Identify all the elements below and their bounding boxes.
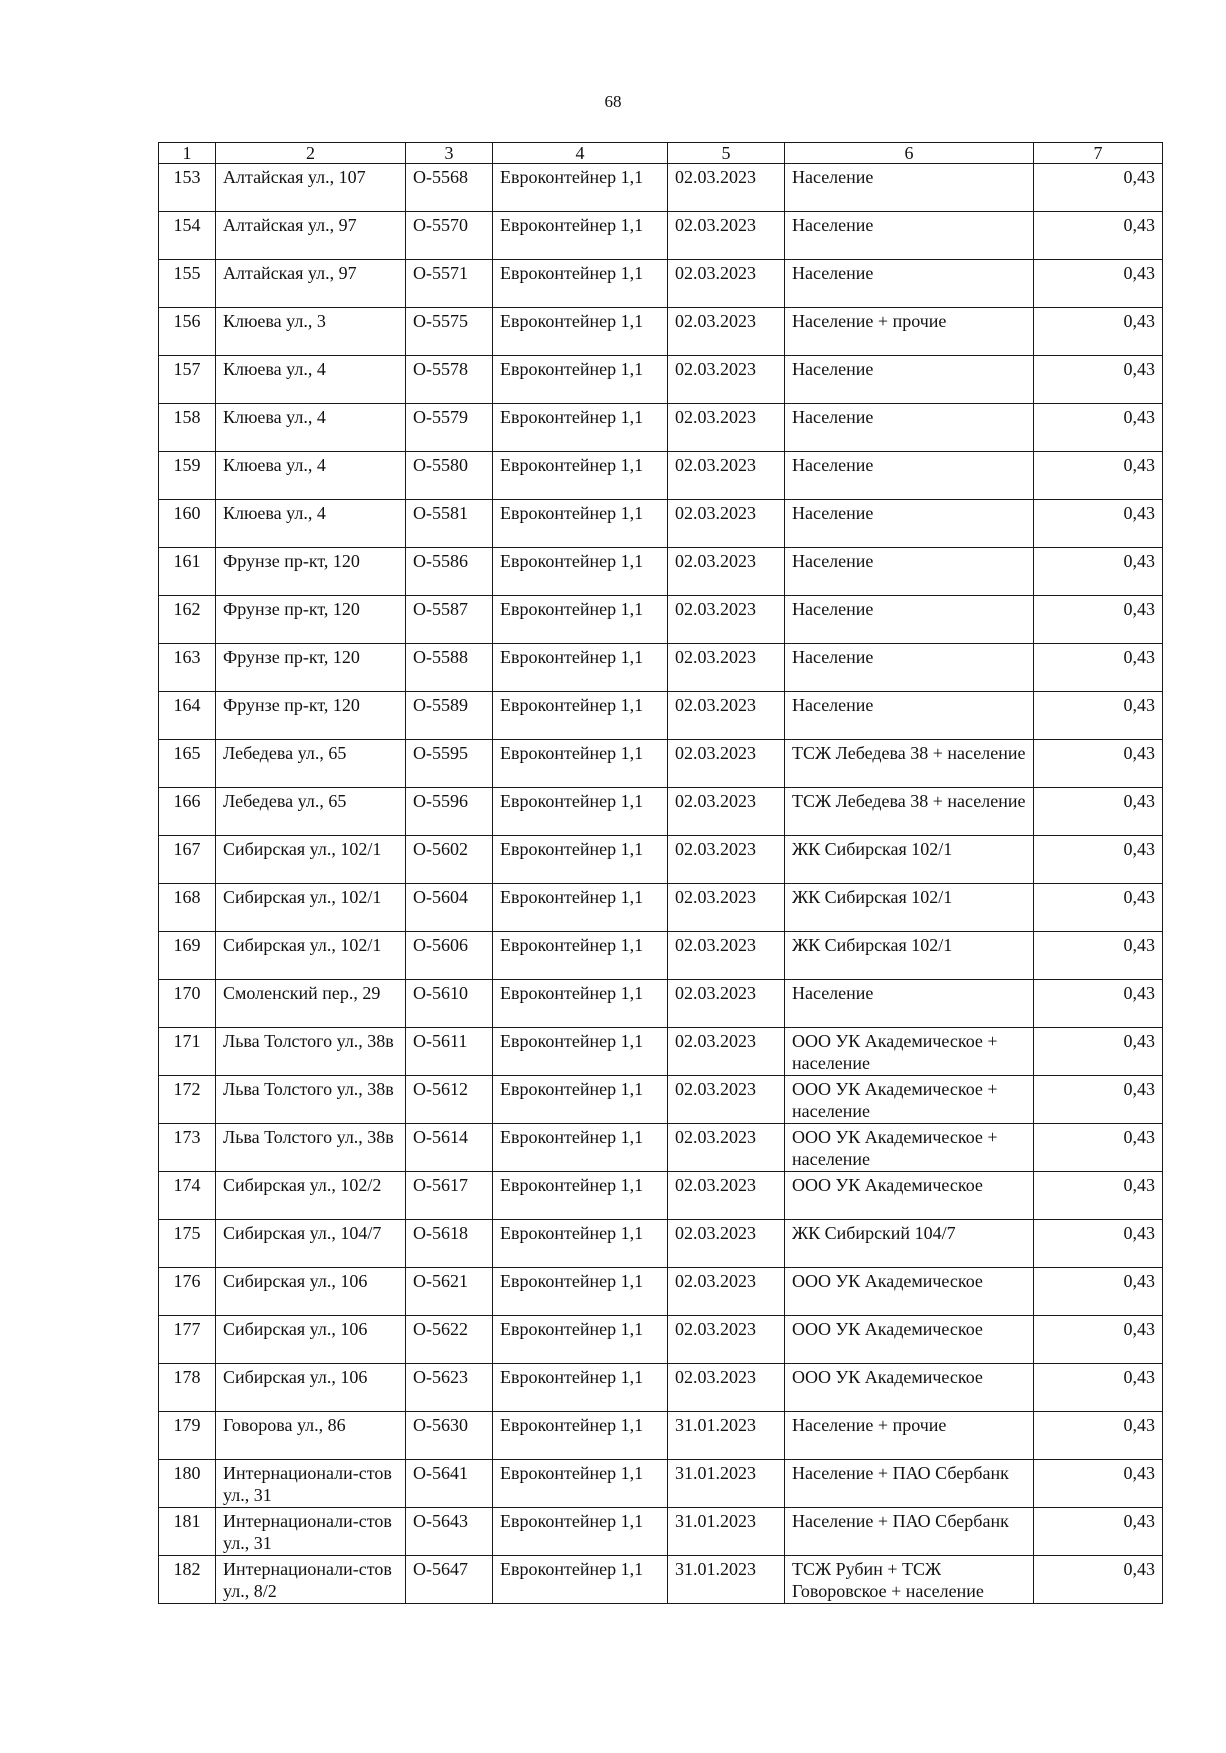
date-cell: 02.03.2023 — [668, 692, 785, 740]
row-number: 181 — [159, 1508, 216, 1556]
address-cell: Говорова ул., 86 — [216, 1412, 406, 1460]
volume-cell: 0,43 — [1034, 1172, 1163, 1220]
address-cell: Алтайская ул., 97 — [216, 260, 406, 308]
address-cell: Клюева ул., 4 — [216, 404, 406, 452]
address-cell: Фрунзе пр-кт, 120 — [216, 692, 406, 740]
date-cell: 02.03.2023 — [668, 308, 785, 356]
served-by-cell: Население — [785, 500, 1034, 548]
container-id-cell: О-5621 — [406, 1268, 493, 1316]
served-by-cell: Население + ПАО Сбербанк — [785, 1508, 1034, 1556]
volume-cell: 0,43 — [1034, 260, 1163, 308]
table-row — [159, 164, 1163, 212]
container-id-cell: О-5581 — [406, 500, 493, 548]
served-by-cell: ЖК Сибирская 102/1 — [785, 932, 1034, 980]
column-header: 6 — [785, 143, 1034, 164]
row-number: 168 — [159, 884, 216, 932]
row-number: 157 — [159, 356, 216, 404]
volume-cell: 0,43 — [1034, 596, 1163, 644]
volume-cell: 0,43 — [1034, 932, 1163, 980]
address-cell: Сибирская ул., 102/2 — [216, 1172, 406, 1220]
table-row — [159, 1460, 1163, 1508]
date-cell: 02.03.2023 — [668, 740, 785, 788]
table-row — [159, 740, 1163, 788]
volume-cell: 0,43 — [1034, 164, 1163, 212]
served-by-cell: Население — [785, 692, 1034, 740]
volume-cell: 0,43 — [1034, 1028, 1163, 1076]
volume-cell: 0,43 — [1034, 1460, 1163, 1508]
row-number: 163 — [159, 644, 216, 692]
served-by-cell: Население — [785, 356, 1034, 404]
date-cell: 02.03.2023 — [668, 164, 785, 212]
row-number: 155 — [159, 260, 216, 308]
column-header: 1 — [159, 143, 216, 164]
container-id-cell: О-5575 — [406, 308, 493, 356]
row-number: 159 — [159, 452, 216, 500]
served-by-cell: Население + прочие — [785, 1412, 1034, 1460]
address-cell: Смоленский пер., 29 — [216, 980, 406, 1028]
table-row — [159, 1220, 1163, 1268]
container-type-cell: Евроконтейнер 1,1 — [493, 1556, 668, 1604]
date-cell: 02.03.2023 — [668, 500, 785, 548]
date-cell: 02.03.2023 — [668, 452, 785, 500]
table-row — [159, 596, 1163, 644]
column-header: 5 — [668, 143, 785, 164]
table-row — [159, 1172, 1163, 1220]
row-number: 162 — [159, 596, 216, 644]
container-type-cell: Евроконтейнер 1,1 — [493, 1508, 668, 1556]
container-id-cell: О-5623 — [406, 1364, 493, 1412]
volume-cell: 0,43 — [1034, 644, 1163, 692]
date-cell: 02.03.2023 — [668, 1268, 785, 1316]
date-cell: 02.03.2023 — [668, 212, 785, 260]
served-by-cell: ООО УК Академическое — [785, 1364, 1034, 1412]
volume-cell: 0,43 — [1034, 1076, 1163, 1124]
date-cell: 02.03.2023 — [668, 1364, 785, 1412]
column-header: 3 — [406, 143, 493, 164]
table-row — [159, 1316, 1163, 1364]
served-by-cell: Население — [785, 548, 1034, 596]
volume-cell: 0,43 — [1034, 1556, 1163, 1604]
served-by-cell: Население — [785, 260, 1034, 308]
container-id-cell: О-5580 — [406, 452, 493, 500]
container-type-cell: Евроконтейнер 1,1 — [493, 1316, 668, 1364]
container-type-cell: Евроконтейнер 1,1 — [493, 164, 668, 212]
address-cell: Сибирская ул., 102/1 — [216, 836, 406, 884]
served-by-cell: Население — [785, 452, 1034, 500]
date-cell: 02.03.2023 — [668, 356, 785, 404]
table-row — [159, 980, 1163, 1028]
volume-cell: 0,43 — [1034, 1412, 1163, 1460]
container-id-cell: О-5586 — [406, 548, 493, 596]
container-type-cell: Евроконтейнер 1,1 — [493, 260, 668, 308]
date-cell: 31.01.2023 — [668, 1412, 785, 1460]
container-type-cell: Евроконтейнер 1,1 — [493, 548, 668, 596]
row-number: 172 — [159, 1076, 216, 1124]
served-by-cell: Население — [785, 596, 1034, 644]
container-type-cell: Евроконтейнер 1,1 — [493, 404, 668, 452]
container-id-cell: О-5578 — [406, 356, 493, 404]
volume-cell: 0,43 — [1034, 404, 1163, 452]
address-cell: Клюева ул., 4 — [216, 356, 406, 404]
container-id-cell: О-5596 — [406, 788, 493, 836]
row-number: 174 — [159, 1172, 216, 1220]
container-type-cell: Евроконтейнер 1,1 — [493, 1124, 668, 1172]
table-row — [159, 1412, 1163, 1460]
volume-cell: 0,43 — [1034, 1124, 1163, 1172]
table-row — [159, 1556, 1163, 1604]
container-id-cell: О-5618 — [406, 1220, 493, 1268]
container-type-cell: Евроконтейнер 1,1 — [493, 356, 668, 404]
container-id-cell: О-5604 — [406, 884, 493, 932]
container-type-cell: Евроконтейнер 1,1 — [493, 1028, 668, 1076]
address-cell: Сибирская ул., 106 — [216, 1268, 406, 1316]
served-by-cell: ООО УК Академическое + население — [785, 1028, 1034, 1076]
container-id-cell: О-5641 — [406, 1460, 493, 1508]
row-number: 180 — [159, 1460, 216, 1508]
served-by-cell: Население + ПАО Сбербанк — [785, 1460, 1034, 1508]
served-by-cell: ООО УК Академическое + население — [785, 1124, 1034, 1172]
address-cell: Интернационали-стов ул., 31 — [216, 1508, 406, 1556]
volume-cell: 0,43 — [1034, 884, 1163, 932]
served-by-cell: Население — [785, 212, 1034, 260]
volume-cell: 0,43 — [1034, 836, 1163, 884]
table-row — [159, 404, 1163, 452]
container-type-cell: Евроконтейнер 1,1 — [493, 1076, 668, 1124]
volume-cell: 0,43 — [1034, 500, 1163, 548]
container-id-cell: О-5611 — [406, 1028, 493, 1076]
date-cell: 02.03.2023 — [668, 260, 785, 308]
table-row — [159, 212, 1163, 260]
address-cell: Клюева ул., 4 — [216, 452, 406, 500]
container-id-cell: О-5647 — [406, 1556, 493, 1604]
date-cell: 02.03.2023 — [668, 644, 785, 692]
table-row — [159, 1028, 1163, 1076]
container-type-cell: Евроконтейнер 1,1 — [493, 644, 668, 692]
volume-cell: 0,43 — [1034, 1316, 1163, 1364]
volume-cell: 0,43 — [1034, 308, 1163, 356]
table-row — [159, 1268, 1163, 1316]
container-id-cell: О-5610 — [406, 980, 493, 1028]
container-id-cell: О-5579 — [406, 404, 493, 452]
container-id-cell: О-5612 — [406, 1076, 493, 1124]
table-row — [159, 836, 1163, 884]
container-type-cell: Евроконтейнер 1,1 — [493, 932, 668, 980]
address-cell: Льва Толстого ул., 38в — [216, 1028, 406, 1076]
served-by-cell: ООО УК Академическое — [785, 1172, 1034, 1220]
container-type-cell: Евроконтейнер 1,1 — [493, 788, 668, 836]
served-by-cell: ЖК Сибирский 104/7 — [785, 1220, 1034, 1268]
row-number: 182 — [159, 1556, 216, 1604]
row-number: 176 — [159, 1268, 216, 1316]
column-header: 7 — [1034, 143, 1163, 164]
date-cell: 02.03.2023 — [668, 1028, 785, 1076]
date-cell: 02.03.2023 — [668, 1124, 785, 1172]
row-number: 164 — [159, 692, 216, 740]
container-id-cell: О-5568 — [406, 164, 493, 212]
container-type-cell: Евроконтейнер 1,1 — [493, 836, 668, 884]
container-id-cell: О-5643 — [406, 1508, 493, 1556]
row-number: 153 — [159, 164, 216, 212]
container-id-cell: О-5571 — [406, 260, 493, 308]
volume-cell: 0,43 — [1034, 980, 1163, 1028]
row-number: 173 — [159, 1124, 216, 1172]
address-cell: Льва Толстого ул., 38в — [216, 1124, 406, 1172]
table-row — [159, 692, 1163, 740]
container-id-cell: О-5595 — [406, 740, 493, 788]
row-number: 165 — [159, 740, 216, 788]
address-cell: Клюева ул., 4 — [216, 500, 406, 548]
date-cell: 02.03.2023 — [668, 884, 785, 932]
volume-cell: 0,43 — [1034, 788, 1163, 836]
table-row — [159, 1124, 1163, 1172]
page-number: 68 — [604, 92, 622, 111]
date-cell: 31.01.2023 — [668, 1460, 785, 1508]
served-by-cell: Население — [785, 644, 1034, 692]
date-cell: 02.03.2023 — [668, 1316, 785, 1364]
address-cell: Лебедева ул., 65 — [216, 788, 406, 836]
row-number: 160 — [159, 500, 216, 548]
container-id-cell: О-5614 — [406, 1124, 493, 1172]
container-type-cell: Евроконтейнер 1,1 — [493, 308, 668, 356]
row-number: 179 — [159, 1412, 216, 1460]
date-cell: 02.03.2023 — [668, 836, 785, 884]
container-type-cell: Евроконтейнер 1,1 — [493, 596, 668, 644]
address-cell: Клюева ул., 3 — [216, 308, 406, 356]
container-type-cell: Евроконтейнер 1,1 — [493, 884, 668, 932]
row-number: 167 — [159, 836, 216, 884]
date-cell: 02.03.2023 — [668, 1172, 785, 1220]
volume-cell: 0,43 — [1034, 356, 1163, 404]
served-by-cell: Население + прочие — [785, 308, 1034, 356]
table-row — [159, 308, 1163, 356]
container-type-cell: Евроконтейнер 1,1 — [493, 1364, 668, 1412]
container-type-cell: Евроконтейнер 1,1 — [493, 1220, 668, 1268]
served-by-cell: ООО УК Академическое + население — [785, 1076, 1034, 1124]
volume-cell: 0,43 — [1034, 692, 1163, 740]
row-number: 154 — [159, 212, 216, 260]
volume-cell: 0,43 — [1034, 740, 1163, 788]
served-by-cell: ТСЖ Рубин + ТСЖ Говоровское + население — [785, 1556, 1034, 1604]
row-number: 177 — [159, 1316, 216, 1364]
served-by-cell: ООО УК Академическое — [785, 1316, 1034, 1364]
served-by-cell: ООО УК Академическое — [785, 1268, 1034, 1316]
container-id-cell: О-5589 — [406, 692, 493, 740]
date-cell: 31.01.2023 — [668, 1556, 785, 1604]
volume-cell: 0,43 — [1034, 212, 1163, 260]
address-cell: Сибирская ул., 106 — [216, 1316, 406, 1364]
date-cell: 31.01.2023 — [668, 1508, 785, 1556]
container-type-cell: Евроконтейнер 1,1 — [493, 1172, 668, 1220]
address-cell: Алтайская ул., 107 — [216, 164, 406, 212]
container-type-cell: Евроконтейнер 1,1 — [493, 740, 668, 788]
date-cell: 02.03.2023 — [668, 1076, 785, 1124]
table-row — [159, 452, 1163, 500]
served-by-cell: ЖК Сибирская 102/1 — [785, 884, 1034, 932]
date-cell: 02.03.2023 — [668, 932, 785, 980]
container-type-cell: Евроконтейнер 1,1 — [493, 452, 668, 500]
served-by-cell: Население — [785, 404, 1034, 452]
date-cell: 02.03.2023 — [668, 1220, 785, 1268]
column-header: 4 — [493, 143, 668, 164]
address-cell: Фрунзе пр-кт, 120 — [216, 596, 406, 644]
address-cell: Фрунзе пр-кт, 120 — [216, 548, 406, 596]
row-number: 175 — [159, 1220, 216, 1268]
row-number: 158 — [159, 404, 216, 452]
volume-cell: 0,43 — [1034, 452, 1163, 500]
container-id-cell: О-5606 — [406, 932, 493, 980]
address-cell: Интернационали-стов ул., 8/2 — [216, 1556, 406, 1604]
table-row — [159, 500, 1163, 548]
table-row — [159, 260, 1163, 308]
address-cell: Сибирская ул., 102/1 — [216, 932, 406, 980]
address-cell: Интернационали-стов ул., 31 — [216, 1460, 406, 1508]
volume-cell: 0,43 — [1034, 1508, 1163, 1556]
volume-cell: 0,43 — [1034, 1364, 1163, 1412]
table-row — [159, 1076, 1163, 1124]
table-row — [159, 884, 1163, 932]
address-cell: Льва Толстого ул., 38в — [216, 1076, 406, 1124]
date-cell: 02.03.2023 — [668, 596, 785, 644]
container-id-cell: О-5602 — [406, 836, 493, 884]
address-cell: Лебедева ул., 65 — [216, 740, 406, 788]
volume-cell: 0,43 — [1034, 1268, 1163, 1316]
served-by-cell: Население — [785, 164, 1034, 212]
table-row — [159, 1364, 1163, 1412]
container-type-cell: Евроконтейнер 1,1 — [493, 1460, 668, 1508]
container-id-cell: О-5622 — [406, 1316, 493, 1364]
volume-cell: 0,43 — [1034, 548, 1163, 596]
address-cell: Алтайская ул., 97 — [216, 212, 406, 260]
table-row — [159, 932, 1163, 980]
date-cell: 02.03.2023 — [668, 788, 785, 836]
address-cell: Сибирская ул., 106 — [216, 1364, 406, 1412]
row-number: 156 — [159, 308, 216, 356]
container-id-cell: О-5588 — [406, 644, 493, 692]
container-id-cell: О-5570 — [406, 212, 493, 260]
container-type-cell: Евроконтейнер 1,1 — [493, 212, 668, 260]
container-type-cell: Евроконтейнер 1,1 — [493, 500, 668, 548]
row-number: 161 — [159, 548, 216, 596]
container-type-cell: Евроконтейнер 1,1 — [493, 1268, 668, 1316]
address-cell: Сибирская ул., 102/1 — [216, 884, 406, 932]
row-number: 171 — [159, 1028, 216, 1076]
row-number: 170 — [159, 980, 216, 1028]
container-type-cell: Евроконтейнер 1,1 — [493, 692, 668, 740]
container-type-cell: Евроконтейнер 1,1 — [493, 980, 668, 1028]
address-cell: Фрунзе пр-кт, 120 — [216, 644, 406, 692]
container-id-cell: О-5630 — [406, 1412, 493, 1460]
table-row — [159, 644, 1163, 692]
container-id-cell: О-5617 — [406, 1172, 493, 1220]
served-by-cell: ТСЖ Лебедева 38 + население — [785, 788, 1034, 836]
row-number: 178 — [159, 1364, 216, 1412]
date-cell: 02.03.2023 — [668, 980, 785, 1028]
address-cell: Сибирская ул., 104/7 — [216, 1220, 406, 1268]
container-id-cell: О-5587 — [406, 596, 493, 644]
row-number: 166 — [159, 788, 216, 836]
table-row — [159, 1508, 1163, 1556]
date-cell: 02.03.2023 — [668, 548, 785, 596]
container-type-cell: Евроконтейнер 1,1 — [493, 1412, 668, 1460]
table-header-row — [159, 143, 1163, 164]
table-row — [159, 356, 1163, 404]
date-cell: 02.03.2023 — [668, 404, 785, 452]
table-row — [159, 788, 1163, 836]
table-row — [159, 548, 1163, 596]
served-by-cell: ТСЖ Лебедева 38 + население — [785, 740, 1034, 788]
container-registry-table — [158, 142, 1163, 1604]
served-by-cell: Население — [785, 980, 1034, 1028]
row-number: 169 — [159, 932, 216, 980]
served-by-cell: ЖК Сибирская 102/1 — [785, 836, 1034, 884]
volume-cell: 0,43 — [1034, 1220, 1163, 1268]
column-header: 2 — [216, 143, 406, 164]
